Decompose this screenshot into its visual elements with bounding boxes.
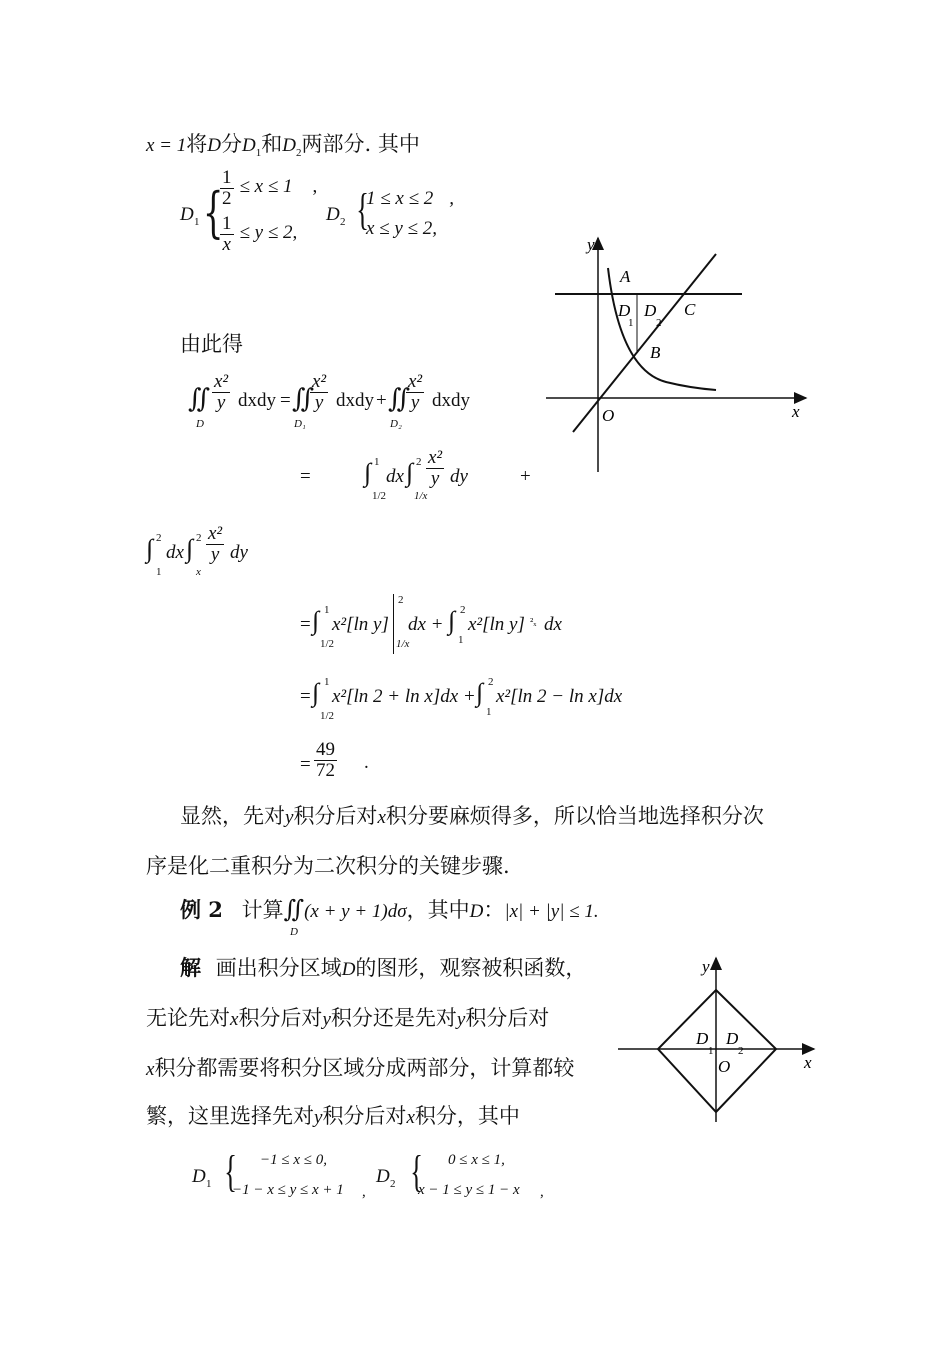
bar-limits: ²ₓ xyxy=(530,616,537,628)
ineq: ≤ x ≤ 1 xyxy=(239,176,293,198)
region3-def: D 1 { −1 ≤ x ≤ 0, −1 − x ≤ y ≤ x + 1 , xyxy=(192,1147,366,1200)
double-integral: ∬ xyxy=(188,384,211,413)
curve-xy-1 xyxy=(608,268,716,390)
example-label: 例 2 xyxy=(180,897,223,922)
left-brace: { xyxy=(224,1147,237,1196)
row1: 1 ≤ x ≤ 2 , xyxy=(366,188,455,209)
integrand: x²[ln y] xyxy=(468,614,525,635)
equals: = xyxy=(300,754,311,775)
label-d2: D xyxy=(644,301,657,320)
fraction: $\frac{49}{72}$ xyxy=(316,739,335,781)
sub: 2 xyxy=(295,147,302,160)
label-d1: D xyxy=(696,1029,709,1048)
region-label: D xyxy=(180,204,194,225)
dx: dx xyxy=(166,542,184,563)
solution-label: 解 xyxy=(180,955,201,980)
int-upper: 1 xyxy=(324,604,330,616)
double-integral: ∬ xyxy=(388,384,411,413)
bar-upper: 2 xyxy=(398,594,404,606)
var-d2: D xyxy=(282,135,296,156)
int-upper: 2 xyxy=(488,676,494,688)
integral: ∫ xyxy=(312,606,320,635)
label-o: O xyxy=(718,1057,731,1076)
dxdy: dxdy xyxy=(336,390,374,411)
sub: 1 xyxy=(255,147,262,160)
equals: = xyxy=(300,686,311,707)
integral: ∫ xyxy=(186,534,194,563)
label-x: x xyxy=(792,402,800,421)
integrand: x²[ln y] xyxy=(332,614,389,635)
dxdy: dxdy xyxy=(238,390,276,411)
integral: ∫ xyxy=(406,458,414,487)
intro-line xyxy=(146,128,420,159)
plus: + xyxy=(376,390,387,411)
label-d2: D xyxy=(726,1029,739,1048)
solution-line-2: 无论先对x积分后对y积分还是先对y积分后对 xyxy=(146,1006,550,1030)
solution-line-3: x积分都需要将积分区域分成两部分，计算都较 xyxy=(146,1056,575,1080)
region-sub: 1 xyxy=(206,1178,212,1190)
figure-2-diagram xyxy=(614,952,826,1128)
integral: ∫ xyxy=(312,678,320,707)
region-sub: 2 xyxy=(340,216,346,228)
fraction: $\frac{1}{2}$ xyxy=(222,167,232,209)
equals: = xyxy=(300,466,311,487)
var-d1: D xyxy=(242,135,256,156)
label-d1: D xyxy=(618,301,631,320)
label-d2-sub: 2 xyxy=(656,317,662,329)
int-upper: 2 xyxy=(156,532,162,544)
dy: dy xyxy=(450,466,468,487)
row1: −1 ≤ x ≤ 0, xyxy=(260,1152,327,1168)
diamond-region xyxy=(658,990,776,1112)
label-b: B xyxy=(650,343,661,362)
left-brace: { xyxy=(410,1147,423,1196)
row2: −1 − x ≤ y ≤ x + 1 xyxy=(232,1182,344,1198)
equals: = xyxy=(300,614,311,635)
eval-bar xyxy=(393,594,394,654)
region-sub: 2 xyxy=(390,1178,396,1190)
int-lower: 1/x xyxy=(414,490,428,502)
int-upper: 2 xyxy=(196,532,202,544)
ineq: ≤ y ≤ 2 xyxy=(239,222,293,244)
int-lower: 1/2 xyxy=(320,710,335,722)
fraction: $\frac{\text{x²}}{y}$ xyxy=(208,523,223,565)
int-upper: 2 xyxy=(460,604,466,616)
label-x: x xyxy=(804,1053,812,1072)
equals: = xyxy=(280,390,291,411)
text: 两部分. 其中 xyxy=(301,132,420,156)
int-lower: x xyxy=(196,566,201,578)
equation-5 xyxy=(300,674,630,730)
paragraph-line-2: 序是化二重积分为二次积分的关键步骤. xyxy=(146,854,510,878)
var-d: D xyxy=(207,135,221,156)
period: . xyxy=(364,752,369,773)
region-label: D xyxy=(376,1166,390,1187)
int-lower: 1 xyxy=(486,706,492,718)
solution-line-4: 繁，这里选择先对y积分后对x积分，其中 xyxy=(146,1104,520,1128)
int-sub: D₂ xyxy=(390,418,402,430)
dxdy: dxdy xyxy=(432,390,470,411)
region-label: D xyxy=(192,1166,206,1187)
plus: + xyxy=(520,466,531,487)
text: 分 xyxy=(221,132,242,156)
x-eq-1: x = 1 xyxy=(146,135,187,156)
integral: ∫ xyxy=(448,606,456,635)
int-lower: 1/2 xyxy=(372,490,387,502)
row2: x − 1 ≤ y ≤ 1 − x xyxy=(418,1182,520,1198)
comma: , xyxy=(292,222,298,244)
figure-1-diagram xyxy=(540,230,820,480)
fraction: $\frac{\text{x²}}{y}$ xyxy=(428,447,443,489)
label-o: O xyxy=(602,406,615,425)
integral: ∫ xyxy=(364,458,372,487)
equation-3 xyxy=(146,523,266,588)
fraction: $\frac{\text{x²}}{y}$ xyxy=(408,371,423,413)
paragraph-line-1: 显然，先对y积分后对x积分要麻烦得多，所以恰当地选择积分次 xyxy=(180,804,764,828)
region4-def: D 2 { 0 ≤ x ≤ 1, x − 1 ≤ y ≤ 1 − x , xyxy=(376,1147,544,1200)
int-sub: D xyxy=(290,926,298,938)
integrand: x²[ln 2 + ln x]dx + xyxy=(332,686,476,707)
label-d2-sub: 2 xyxy=(738,1045,744,1057)
row2: x ≤ y ≤ 2, xyxy=(366,218,437,239)
fraction: $\frac{1}{x}$ xyxy=(222,213,232,255)
bar-lower: 1/x xyxy=(396,638,410,650)
double-integral: ∬ xyxy=(283,897,305,923)
line-y-x xyxy=(573,254,716,432)
fraction: $\frac{\text{x²}}{y}$ xyxy=(312,371,327,413)
integral: ∫ xyxy=(146,534,154,563)
row1 xyxy=(218,168,317,209)
text: 将 xyxy=(186,132,208,156)
int-lower: 1 xyxy=(156,566,162,578)
you-ci-de: 由此得 xyxy=(180,332,243,356)
comma: , xyxy=(312,176,318,198)
region-label: D xyxy=(326,204,340,225)
int-lower: 1 xyxy=(458,634,464,646)
example-2: 例 2 计算∬(x + y + 1)dσ，其中D：|x| + |y| ≤ 1. xyxy=(180,897,599,923)
label-y: y xyxy=(587,235,595,254)
label-a: A xyxy=(620,267,631,286)
label-c: C xyxy=(684,300,696,319)
fraction: $\frac{\text{x²}}{y}$ xyxy=(214,371,229,413)
dx: dx xyxy=(544,614,562,635)
equation-2 xyxy=(300,447,540,512)
row2 xyxy=(218,214,297,255)
integrand: x²[ln 2 − ln x]dx xyxy=(496,686,623,707)
int-upper: 2 xyxy=(416,456,422,468)
dy: dy xyxy=(230,542,248,563)
row1: 0 ≤ x ≤ 1, xyxy=(448,1152,505,1168)
left-brace: { xyxy=(356,185,369,234)
int-sub: D xyxy=(196,418,204,430)
label-y: y xyxy=(702,957,710,976)
int-upper: 1 xyxy=(374,456,380,468)
int-sub: D₁ xyxy=(294,418,306,430)
int-upper: 1 xyxy=(324,676,330,688)
region-sub: 1 xyxy=(194,216,200,228)
text: 和 xyxy=(261,132,283,156)
integral: ∫ xyxy=(476,678,484,707)
double-integral: ∬ xyxy=(292,384,315,413)
dx: dx + xyxy=(408,614,444,635)
equation-4 xyxy=(300,594,580,658)
label-d1-sub: 1 xyxy=(708,1045,714,1057)
label-d1-sub: 1 xyxy=(628,317,634,329)
int-lower: 1/2 xyxy=(320,638,335,650)
solution-line-1: 解 画出积分区域D的图形，观察被积函数， xyxy=(180,955,587,980)
left-brace: { xyxy=(202,181,224,244)
dx: dx xyxy=(386,466,404,487)
